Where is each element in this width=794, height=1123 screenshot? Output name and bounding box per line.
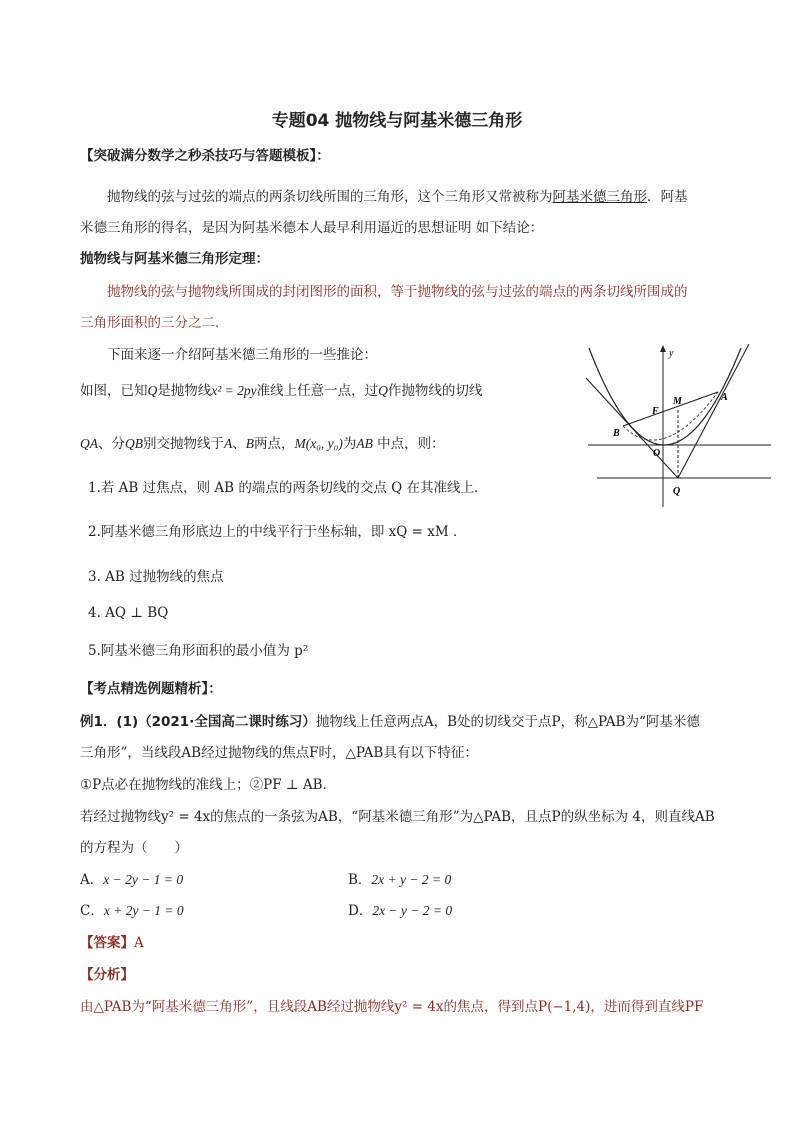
intro-line-1: [107, 187, 688, 207]
answer-label: 【答案】: [80, 935, 134, 951]
text: 如图，已知: [80, 383, 148, 399]
answer-value: A: [134, 935, 144, 951]
section-heading-techniques: 【突破满分数学之秒杀技巧与答题模板】：: [80, 148, 330, 164]
option-b[interactable]: [348, 870, 451, 890]
example-text: 抛物线上任意两点A，B处的切线交于点P，称△PAB为“阿基米德: [315, 714, 700, 730]
example-line-4: 若经过抛物线y² = 4x的焦点的一条弦为AB，“阿基米德三角形”为△PAB，且点P的纵坐标为 4，则直线AB: [80, 809, 715, 825]
text: 、: [232, 436, 246, 452]
option-key: D．: [348, 903, 373, 919]
inference-item-4: 4. AQ ⊥ BQ: [88, 605, 169, 621]
inference-item-2: 2.阿基米德三角形底边上的中线平行于坐标轴，即 xQ = xM ．: [88, 524, 467, 540]
inference-line-1: [80, 381, 482, 401]
var-qa: QA: [80, 436, 98, 451]
intro-line-2: 米德三角形的得名，是因为阿基米德本人最早利用逼近的思想证明 如下结论：: [80, 220, 544, 236]
option-text: x + 2y − 1 = 0: [103, 903, 184, 918]
var-a: A: [224, 436, 233, 451]
parabola-equation: x² = 2py: [211, 383, 257, 398]
midpoint-m: M(x₀, y₀): [294, 436, 343, 451]
label-y: y: [669, 348, 674, 359]
var-qb: QB: [125, 436, 143, 451]
example-line-3: ①P点必在抛物线的准线上；②PF ⊥ AB．: [80, 777, 337, 793]
label-b: B: [613, 428, 620, 439]
analysis-line-1: 由△PAB为“阿基米德三角形”，且线段AB经过抛物线y² = 4x的焦点，得到点P(−1,4)，进而得到直线PF: [80, 999, 704, 1015]
option-d[interactable]: [348, 901, 452, 921]
answer-line: [80, 933, 144, 953]
example-line-5: 的方程为（ ）: [80, 840, 188, 856]
tangent-qa: [678, 344, 749, 478]
var-b: B: [245, 436, 254, 451]
intro-text-a: 抛物线的弦与过弦的端点的两条切线所围的三角形，这个三角形又常被称为: [107, 189, 553, 205]
inference-item-1: 1.若 AB 过焦点，则 AB 的端点的两条切线的交点 Q 在其准线上．: [88, 480, 488, 496]
parabola-curve: [589, 348, 741, 445]
label-o: O: [653, 448, 661, 459]
option-key: C．: [80, 903, 104, 919]
label-a: A: [721, 392, 728, 403]
inference-item-5: 5.阿基米德三角形面积的最小值为 p²: [88, 643, 309, 659]
var-q: Q: [147, 383, 158, 398]
var-q: Q: [378, 383, 388, 398]
text: 两点，: [254, 436, 295, 452]
inference-lead: 下面来逐一介绍阿基米德三角形的一些推论：: [107, 347, 377, 363]
inference-line-2: [80, 434, 445, 454]
inference-item-3: 3. AB 过抛物线的焦点: [88, 569, 224, 585]
theorem-line-2: 三角形面积的三分之二．: [80, 315, 229, 331]
text: 、分: [98, 436, 125, 452]
text: 中点，则：: [372, 436, 445, 452]
option-c[interactable]: [80, 901, 184, 921]
example-line-1: [80, 712, 700, 732]
option-key: A．: [80, 872, 104, 888]
option-key: B．: [348, 872, 372, 888]
text: 是抛物线: [157, 383, 212, 399]
option-text: 2x + y − 2 = 0: [371, 872, 452, 887]
text: 作抛物线的切线: [387, 383, 483, 399]
theorem-heading: 抛物线与阿基米德三角形定理：: [80, 251, 269, 267]
text: 为: [342, 436, 357, 452]
parabola-figure: [583, 342, 773, 510]
option-text: x − 2y − 1 = 0: [103, 872, 184, 887]
example-label: 例1．(1)（2021·全国高二课时练习）: [80, 714, 316, 730]
intro-text-b: ．阿基: [647, 189, 688, 205]
section-heading-examples: 【考点精选例题精析】：: [80, 681, 222, 697]
tangent-qb: [586, 378, 678, 478]
page-title: 专题04 抛物线与阿基米德三角形: [271, 111, 523, 131]
label-f: F: [652, 406, 659, 417]
analysis-label: 【分析】: [80, 967, 134, 983]
example-line-2: 三角形”，当线段AB经过抛物线的焦点F时，△PAB具有以下特征：: [80, 745, 478, 761]
label-m: M: [673, 396, 682, 407]
term-archimedes-triangle: 阿基米德三角形: [552, 189, 647, 205]
text: 准线上任意一点，过: [256, 383, 379, 399]
label-q: Q: [673, 486, 681, 497]
text: 别交抛物线于: [143, 436, 224, 452]
theorem-line-1: 抛物线的弦与抛物线所围成的封闭图形的面积，等于抛物线的弦与过弦的端点的两条切线所围成的: [107, 284, 688, 300]
y-axis-arrow: [660, 345, 666, 352]
var-ab: AB: [356, 436, 373, 451]
option-a[interactable]: [80, 870, 183, 890]
option-text: 2x − y − 2 = 0: [372, 903, 453, 918]
